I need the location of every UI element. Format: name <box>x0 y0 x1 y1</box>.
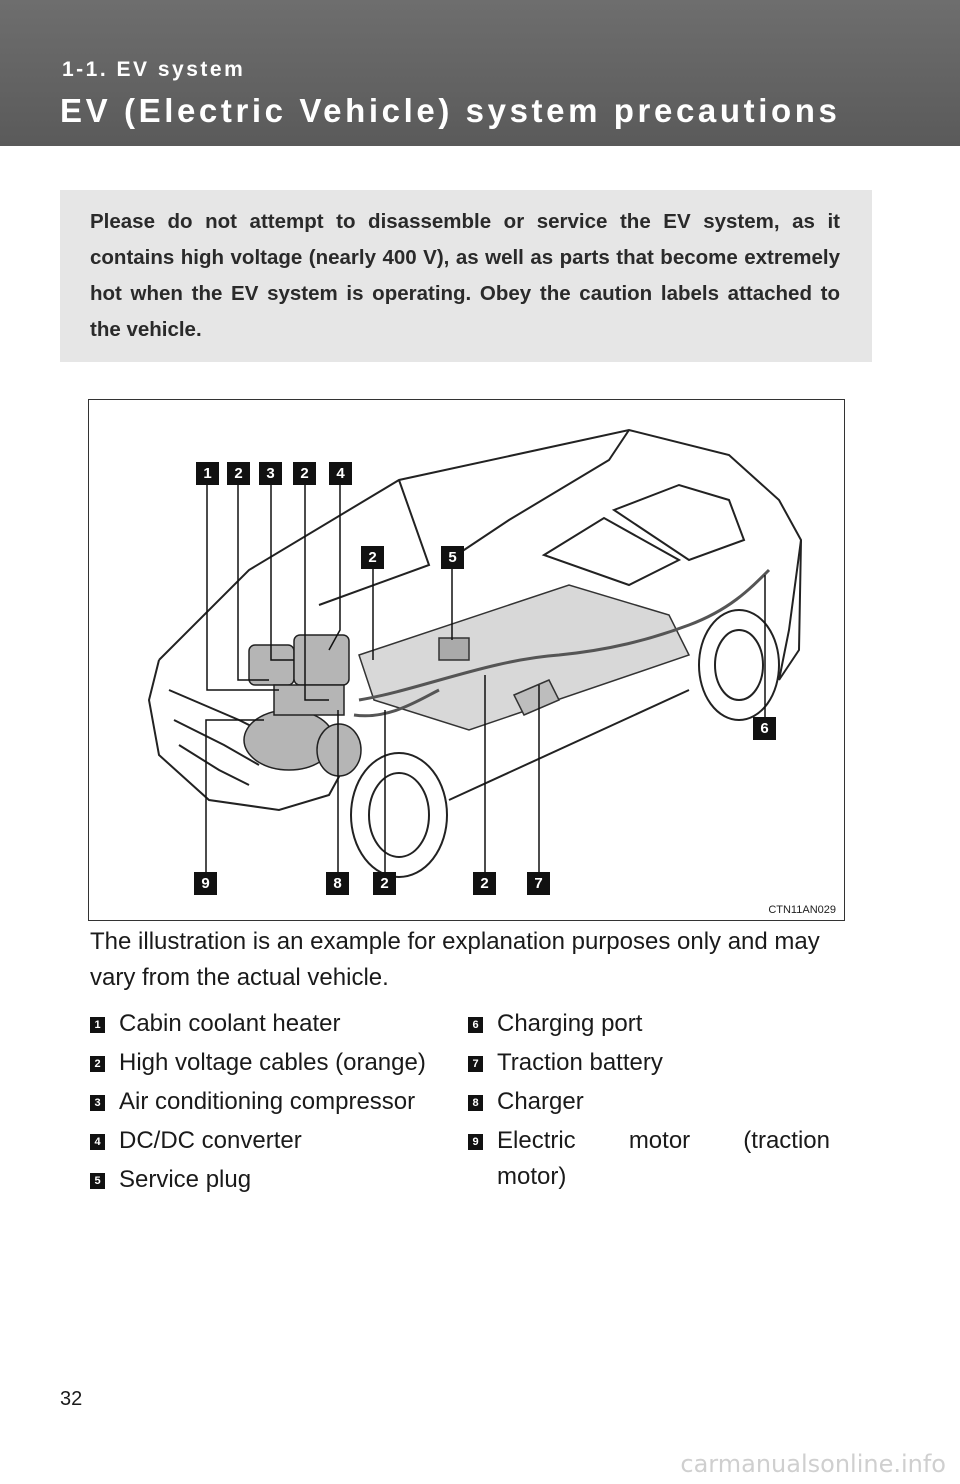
legend-number: 5 <box>90 1173 105 1189</box>
legend-number: 1 <box>90 1017 105 1033</box>
legend-label: High voltage cables (orange) <box>119 1049 426 1076</box>
legend-label: Cabin coolant heater <box>119 1010 341 1037</box>
legend-label: Service plug <box>119 1166 252 1193</box>
page-title: EV (Electric Vehicle) system precautions <box>60 92 841 129</box>
callout-5: 5 <box>441 546 464 569</box>
legend-number: 8 <box>468 1095 483 1111</box>
callout-2: 2 <box>227 462 250 485</box>
callout-2: 2 <box>293 462 316 485</box>
callout-2: 2 <box>373 872 396 895</box>
legend-label: Electric motor (traction motor) <box>497 1127 830 1190</box>
figure-code: CTN11AN029 <box>768 904 836 916</box>
callout-9: 9 <box>194 872 217 895</box>
legend-number: 4 <box>90 1134 105 1150</box>
page-header <box>0 0 960 146</box>
callout-2: 2 <box>473 872 496 895</box>
section-label: 1-1. EV system <box>62 58 246 81</box>
callout-3: 3 <box>259 462 282 485</box>
callout-1: 1 <box>196 462 219 485</box>
legend-label: Charger <box>497 1088 584 1115</box>
legend-label: Air conditioning compressor <box>119 1088 416 1115</box>
legend-label: DC/DC converter <box>119 1127 302 1154</box>
vehicle-illustration <box>88 399 845 921</box>
legend-label: Traction battery <box>497 1049 663 1076</box>
legend-item <box>468 1123 830 1199</box>
legend-number: 3 <box>90 1095 105 1111</box>
callout-7: 7 <box>527 872 550 895</box>
figure-caption: The illustration is an example for explanation purposes only and may vary from the actual vehicle. <box>90 928 820 991</box>
page-number: 32 <box>60 1388 83 1410</box>
legend-number: 6 <box>468 1017 483 1033</box>
legend-number: 2 <box>90 1056 105 1072</box>
legend-number: 7 <box>468 1056 483 1072</box>
legend-label: Charging port <box>497 1010 643 1037</box>
callout-6: 6 <box>753 717 776 740</box>
notice-box <box>60 190 872 362</box>
notice-text: Please do not attempt to disassemble or service the EV system, as it contains high voltage (nearly 400 V), as well as parts that become extremely hot when the EV system is operating. Obey the caution labels attached to the vehicle. <box>90 210 840 341</box>
callout-4: 4 <box>329 462 352 485</box>
callout-2: 2 <box>361 546 384 569</box>
legend-number: 9 <box>468 1134 483 1150</box>
callout-8: 8 <box>326 872 349 895</box>
watermark: carmanualsonline.info <box>680 1450 946 1478</box>
